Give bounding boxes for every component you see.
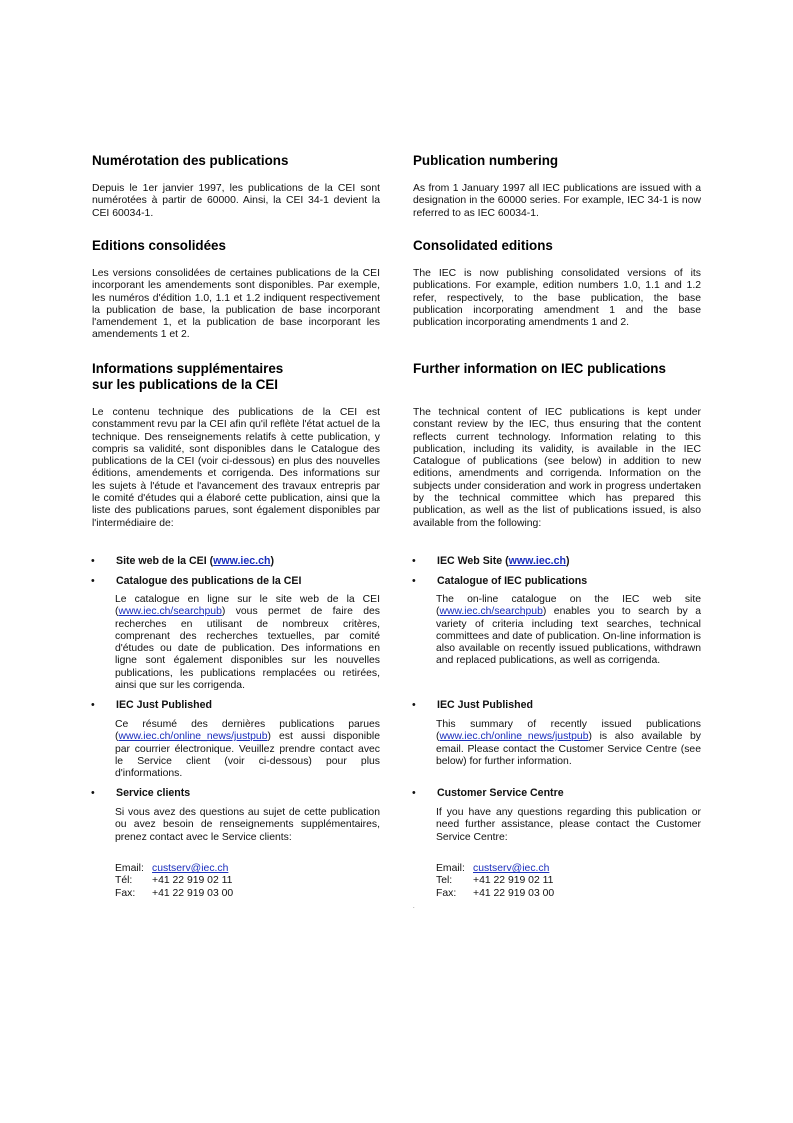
just-published-text-fr: Ce résumé des dernières publications parues (www.iec.ch/online_news/justpub) est aussi disponible par courrier électronique. Veuillez prendre contact avec le Service client (voir ci-dessous) pour plus d'informations.	[115, 719, 380, 780]
just-published-label-fr: IEC Just Published	[116, 699, 212, 711]
catalogue-text-en: The on-line catalogue on the IEC web site (www.iec.ch/searchpub) enables you to search by a variety of criteria including text searches, technical committees and date of publication. On-line information is also available on recently issued publications, withdrawn and replaced publications, as well as corrigenda.	[436, 594, 701, 667]
further-info-heading-en: Further information on IEC publications	[413, 361, 666, 376]
service-item-en	[413, 787, 701, 844]
website-item-en: • IEC Web Site (www.iec.ch)	[412, 555, 570, 567]
numbering-section-en	[413, 153, 701, 220]
numbering-heading-en: Publication numbering	[413, 153, 559, 168]
contact-block-en: Email: custserv@iec.ch Tel: +41 22 919 02 11 Fax: +41 22 919 03 00	[436, 863, 555, 899]
website-link-en[interactable]: www.iec.ch	[508, 555, 566, 567]
just-published-label-en: IEC Just Published	[437, 699, 533, 711]
further-info-text-fr: Le contenu technique des publications de la CEI est constamment revu par la CEI afin qu'il reflète l'état actuel de la technique. Des renseignements relatifs à cette publication, y compris sa validité, sont disponibles dans le Catalogue des publications de la CEI (voir ci-dessous) en plus des nouvelles éditions, amendements et corrigenda. Des informations sur les sujets à l'étude et l'avancement des travaux entrepris par le comité d'études qui a élaboré cette publication, ainsi que la liste des publications parues, sont également disponibles par l'intermédiaire de:	[92, 407, 380, 529]
email-link-en[interactable]: custserv@iec.ch	[473, 863, 550, 874]
just-published-link-en[interactable]: www.iec.ch/online_news/justpub	[439, 731, 589, 743]
further-info-heading-fr: Informations supplémentaires sur les publications de la CEI	[92, 361, 284, 392]
just-published-item-fr	[92, 699, 380, 780]
fax-fr: +41 22 919 03 00	[152, 887, 234, 899]
service-text-fr: Si vous avez des questions au sujet de cette publication ou avez besoin de renseignements supplémentaires, prenez contact avec le Service clients:	[115, 807, 380, 843]
numbering-section-fr	[92, 153, 380, 220]
numbering-text-en: As from 1 January 1997 all IEC publications are issued with a designation in the 60000 series. For example, IEC 34-1 is now referred to as IEC 60034-1.	[413, 183, 701, 219]
stray-mark: .	[413, 904, 415, 910]
service-text-en: If you have any questions regarding this publication or need further assistance, please contact the Customer Service Centre:	[436, 807, 701, 843]
catalogue-label-en: Catalogue of IEC publications	[437, 575, 588, 587]
service-label-en: Customer Service Centre	[437, 787, 564, 799]
website-link-fr[interactable]: www.iec.ch	[213, 555, 271, 567]
catalogue-item-en	[413, 575, 701, 668]
catalogue-link-fr[interactable]: www.iec.ch/searchpub	[118, 606, 222, 618]
bullet-icon: •	[412, 699, 416, 711]
consolidated-text-en: The IEC is now publishing consolidated versions of its publications. For example, edition numbers 1.0, 1.1 and 1.2 refer, respectively, to the base publication, the base publication incorporating amendment 1 and the base publication incorporating amendments 1 and 2.	[413, 268, 701, 329]
consolidated-heading-en: Consolidated editions	[413, 238, 553, 253]
catalogue-item-fr	[92, 575, 380, 692]
bullet-icon: •	[91, 555, 95, 567]
phone-fr: +41 22 919 02 11	[152, 875, 233, 887]
numbering-text-fr: Depuis le 1er janvier 1997, les publications de la CEI sont numérotées à partir de 60000. Ainsi, la CEI 34-1 devient la CEI 60034-1.	[92, 183, 380, 219]
phone-en: +41 22 919 02 11	[473, 875, 554, 887]
further-info-section-fr	[92, 361, 380, 530]
consolidated-heading-fr: Editions consolidées	[92, 238, 226, 253]
consolidated-text-fr: Les versions consolidées de certaines publications de la CEI incorporant les amendements sont disponibles. Par exemple, les numéros d'édition 1.0, 1.1 et 1.2 indiquent respectivement la publication de base, la publication de base incorporant l'amendement 1, et la publication de base incorporant les amendements 1 et 2.	[92, 268, 380, 341]
bullet-icon: •	[412, 555, 416, 567]
consolidated-section-fr	[92, 238, 380, 342]
further-info-text-en: The technical content of IEC publications is kept under constant review by the IEC, thus ensuring that the content reflects current technology. Information relating to this publication, including its validity, is available in the IEC Catalogue of publications (see below) in addition to new editions, amendments and corrigenda. Information on the subjects under consideration and work in progress undertaken by the technical committee which has prepared this publication, as well as the list of publications issued, is also available from the following:	[413, 407, 701, 529]
catalogue-text-fr: Le catalogue en ligne sur le site web de la CEI (www.iec.ch/searchpub) vous permet de faire des recherches en utilisant de nombreux critères, comprenant des recherches textuelles, par comité d'études ou date de publication. Des informations en ligne sont également disponibles sur les nouvelles publications, les publications remplacées ou retirées, ainsi que sur les corrigenda.	[115, 594, 380, 692]
numbering-heading-fr: Numérotation des publications	[92, 153, 289, 168]
bullet-icon: •	[91, 575, 95, 587]
bullet-icon: •	[412, 575, 416, 587]
bullet-icon: •	[91, 787, 95, 799]
contact-block-fr: Email: custserv@iec.ch Tél: +41 22 919 02 11 Fax: +41 22 919 03 00	[115, 863, 234, 899]
catalogue-link-en[interactable]: www.iec.ch/searchpub	[439, 606, 543, 618]
service-label-fr: Service clients	[116, 787, 191, 799]
website-label-en: IEC Web Site (	[437, 555, 509, 567]
bullet-icon: •	[91, 699, 95, 711]
website-item-fr: • Site web de la CEI (www.iec.ch)	[91, 555, 274, 567]
email-link-fr[interactable]: custserv@iec.ch	[152, 863, 229, 874]
further-info-section-en	[413, 361, 701, 530]
just-published-item-en	[413, 699, 701, 768]
catalogue-label-fr: Catalogue des publications de la CEI	[116, 575, 302, 587]
just-published-link-fr[interactable]: www.iec.ch/online_news/justpub	[118, 731, 268, 743]
consolidated-section-en	[413, 238, 701, 329]
website-label-fr: Site web de la CEI (	[116, 555, 214, 567]
just-published-text-en: This summary of recently issued publications (www.iec.ch/online_news/justpub) is also available by email. Please contact the Customer Service Centre (see below) for further information.	[436, 719, 701, 767]
service-item-fr	[92, 787, 380, 844]
bullet-icon: •	[412, 787, 416, 799]
fax-en: +41 22 919 03 00	[473, 887, 555, 899]
